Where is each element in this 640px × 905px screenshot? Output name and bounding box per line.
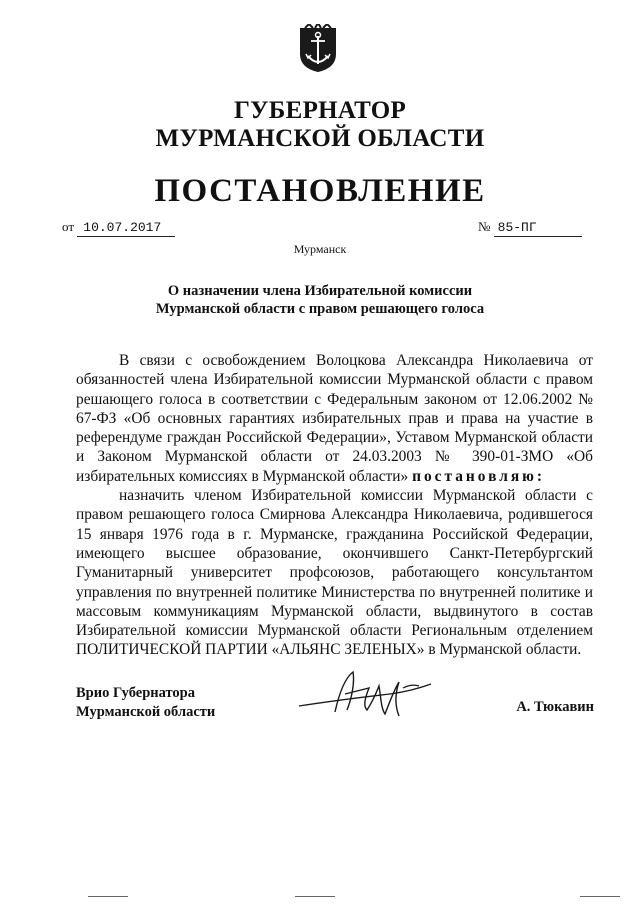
footer-divider-left <box>88 896 128 897</box>
signatory-name: А. Тюкавин <box>516 699 594 715</box>
number-value: 85-ПГ <box>494 220 582 237</box>
document-title-line2: Мурманской области с правом решающего голоса <box>155 301 485 317</box>
signatory-position <box>76 684 215 722</box>
city-label: Мурманск <box>293 242 347 256</box>
document-type-heading: ПОСТАНОВЛЕНИЕ <box>154 173 486 209</box>
footer-divider-center <box>295 896 335 897</box>
date-value: 10.07.2017 <box>77 220 175 237</box>
decree-word: постановляю: <box>412 467 546 485</box>
murmansk-coat-of-arms-icon <box>297 24 339 74</box>
signatory-position-line1: Врио Губернатора <box>76 685 195 701</box>
preamble-text: В связи с освобождением Волоцкова Александра Николаевича от обязанностей члена Избирательной комиссии Мурманской области с правом решающего голоса в соответствии с Федеральным законом от 12.06.2002 № 67-ФЗ «Об основных гарантиях избирательных прав и права на участие в референдуме граждан Российской Федерации», Уставом Мурманской области и Законом Мурманской области от 24.03.2003 № 390-01-ЗМО «Об избирательных комиссиях в Мурманской области» <box>76 352 593 485</box>
resolution-paragraph: назначить членом Избирательной комиссии Мурманской области с правом решающего голоса Смирнова Александра Николаевича, родившегося 15 января 1976 года в г. Мурманске, гражданина Российской Федерации, имеющего высшее образование, окончившего Санкт-Петербургский Гуманитарный университет профсоюзов, работающего консультантом управления по внутренней политике Министерства по внутренней политике и массовым коммуникациям Мурманской области, выдвинутого в состав Избирательной комиссии Мурманской области Региональным отделением ПОЛИТИЧЕСКОЙ ПАРТИИ «АЛЬЯНС ЗЕЛЕНЫХ» в Мурманской области. <box>76 487 593 659</box>
authority-title-line2: МУРМАНСКОЙ ОБЛАСТИ <box>155 125 485 152</box>
handwritten-signature <box>295 664 435 724</box>
signatory-position-line2: Мурманской области <box>76 704 216 720</box>
document-title-line1: О назначении члена Избирательной комиссии <box>167 283 473 299</box>
footer-divider-right <box>580 896 620 897</box>
date-prefix: от <box>62 219 75 234</box>
number-prefix: № <box>478 219 491 234</box>
document-body <box>76 351 593 660</box>
number-field <box>478 219 582 237</box>
date-field <box>62 219 175 237</box>
authority-title-line1: ГУБЕРНАТОР <box>233 97 407 124</box>
preamble-paragraph <box>76 351 593 486</box>
